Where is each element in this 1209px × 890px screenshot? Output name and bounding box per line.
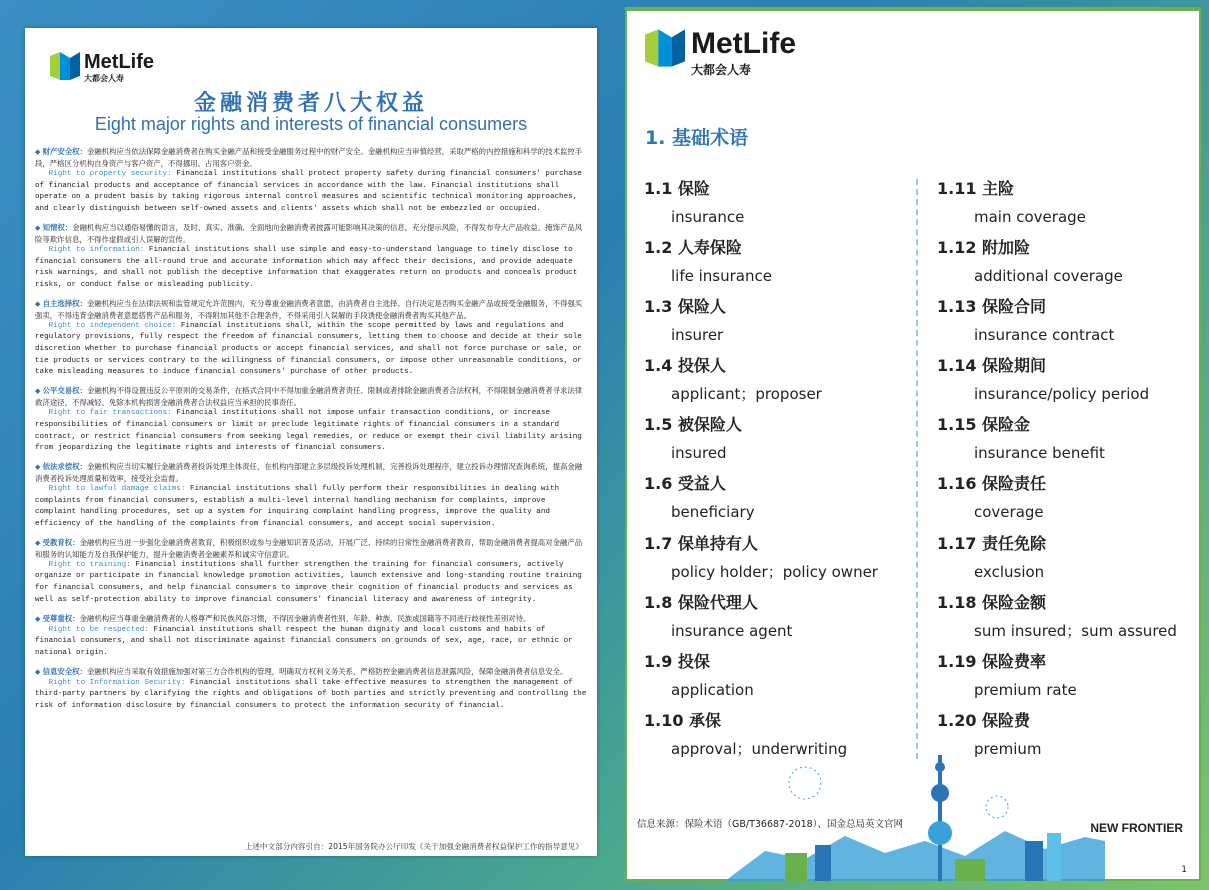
right-text-cn: 金融机构应当尊重金融消费者的人格尊严和民族风俗习惯，不得因金融消费者性别、年龄、种族、民族或国籍等不同进行歧视性差别对待。 [79, 613, 531, 623]
diamond-bullet-icon: ◆ [35, 667, 43, 676]
right-text-cn: 金融机构应当在法律法规和监管规定允许范围内，充分尊重金融消费者意愿，由消费者自主选择、自行决定是否购买金融产品或接受金融服务，不得强买强卖，不得违背金融消费者意愿搭售产品和服务，不得附加其他不合理条件，不得采用引人误解的手段诱使金融消费者购买其他产品。 [35, 298, 583, 320]
right-en-paragraph [35, 625, 587, 660]
logo-name: MetLife [691, 27, 796, 60]
right-text-en: Financial institutions shall further strengthen the training for financial consumers, actively organize or participate in financial knowledge promotion activities, launch extensive and long-standing routine training for financial consumers, and help financial consumers to improve their cognition of financial products and services as well as self-protection ability to improve financial consumers' financial literacy and awareness of integrity. [35, 560, 582, 604]
right-cn-paragraph [35, 222, 587, 245]
diamond-bullet-icon: ◆ [35, 614, 43, 623]
right-item [35, 537, 587, 607]
right-text-en: Financial institutions shall use simple and easy-to-understand language to timely disclose to financial consumers the all-round true and accurate information which may affect their decisions, and provide adequate risk warnings, and shall not publish the deceptive information that exaggerates return on products and conceals product risks, or conduct false or misleading publicity. [35, 245, 578, 289]
term-en: main coverage [974, 208, 1086, 226]
logo-subtitle: 大都会人寿 [691, 63, 752, 77]
right-text-cn: 金融机构不得设置违反公平原则的交易条件，在格式合同中不得加重金融消费者责任、限制或者排除金融消费者合法权利，不得限制金融消费者寻求法律救济途径，不得减轻、免除本机构损害金融消费者合法权益应当承担的民事责任。 [35, 386, 583, 408]
term-cn: 1.17 责任免除 [937, 533, 1047, 553]
diamond-bullet-icon: ◆ [35, 538, 43, 547]
right-name-en: Right to independent choice: [48, 321, 177, 330]
glossary-term [937, 591, 1199, 650]
metlife-logo [645, 29, 796, 78]
glossary-page [625, 7, 1201, 881]
diamond-bullet-icon: ◆ [35, 462, 43, 471]
right-cn-paragraph [35, 537, 587, 560]
term-cn: 1.18 保险金额 [937, 592, 1047, 612]
term-en: beneficiary [671, 503, 755, 522]
term-cn: 1.16 保险责任 [937, 474, 1047, 494]
right-en-paragraph [35, 484, 587, 531]
term-cn: 1.8 保险代理人 [644, 592, 758, 612]
term-en: sum insured；sum assured [974, 621, 1177, 640]
right-en-paragraph [35, 560, 587, 607]
metlife-logo-icon [645, 29, 685, 67]
right-text-cn: 金融机构应当依法保障金融消费者在购买金融产品和接受金融服务过程中的财产安全。金融机构应当审慎经营，采取严格的内控措施和科学的技术监控手段，严格区分机构自身资产与客户资产，不得挪用、占用客户资金。 [35, 147, 583, 168]
right-text-cn: 金融机构应当以通俗易懂的语言，及时、真实、准确、全面地向金融消费者披露可能影响其决策的信息，充分提示风险，不得发布夸大产品收益、掩饰产品风险等欺诈信息，不得作虚假或引人误解的宣传。 [35, 222, 583, 244]
column-divider [916, 179, 918, 759]
glossary-term [937, 177, 1199, 236]
right-en-paragraph [35, 245, 587, 292]
right-text-en: Financial institutions shall take effective measures to strengthen the management of third-party partners by clarifying the rights and obligations of both parties and strictly preventing and controlling the risk of information disclosure by financial consumers to protect the information security of financial. [35, 678, 587, 711]
term-cn: 1.20 保险费 [937, 710, 1031, 730]
right-name-cn: 公平交易权： [42, 386, 87, 396]
term-en: insured [671, 444, 727, 463]
right-name-cn: 依法求偿权： [42, 461, 87, 471]
glossary-term [644, 532, 904, 591]
page-number: 1 [1181, 865, 1187, 875]
logo-name: MetLife [84, 51, 154, 73]
term-en: applicant；proposer [671, 385, 822, 404]
right-name-en: Right to training: [48, 560, 131, 569]
term-cn: 1.12 附加险 [937, 238, 1031, 258]
term-en: insurance [671, 208, 745, 226]
right-name-cn: 受尊重权： [42, 613, 80, 623]
glossary-term [644, 472, 904, 531]
right-item [35, 666, 587, 713]
right-text-cn: 金融机构应当进一步强化金融消费者教育，积极组织或参与金融知识普及活动，开展广泛、持续的日常性金融消费者教育，帮助金融消费者提高对金融产品和服务的认知能力及自我保护能力，提升金融消费者金融素养和诚实守信意识。 [35, 537, 583, 559]
right-cn-paragraph [35, 385, 587, 408]
right-item [35, 298, 587, 380]
diamond-bullet-icon: ◆ [35, 223, 43, 232]
term-cn: 1.5 被保险人 [644, 415, 742, 435]
term-cn: 1.6 受益人 [644, 474, 726, 494]
brand-tagline: NEW FRONTIER [1090, 821, 1183, 835]
right-item [35, 146, 587, 216]
term-en: policy holder；policy owner [671, 562, 878, 581]
term-cn: 1.11 主险 [937, 179, 1015, 198]
term-en: approval；underwriting [671, 739, 848, 758]
glossary-term [937, 413, 1199, 472]
right-name-cn: 自主选择权： [42, 298, 87, 308]
terms-column-left [644, 177, 904, 768]
right-name-cn: 财产安全权： [42, 147, 87, 156]
term-cn: 1.15 保险金 [937, 415, 1031, 435]
right-text-en: Financial institutions shall fully perform their responsibilities in dealing with complaints from financial consumers, establish a multi-level internal handling mechanism for complaints, improve complaint handling procedures, set up a system for inquiring complaint handling progress, improve the quality and efficiency of the handling of the complaints from financial consumers, and accept social supervision. [35, 484, 560, 529]
glossary-term [937, 532, 1199, 591]
term-cn: 1.7 保单持有人 [644, 533, 758, 553]
right-name-en: Right to information: [48, 245, 145, 254]
glossary-term [644, 591, 904, 650]
glossary-term [644, 650, 904, 709]
glossary-term [937, 354, 1199, 413]
right-name-cn: 受教育权： [42, 537, 80, 547]
diamond-bullet-icon: ◆ [35, 148, 43, 156]
term-cn: 1.19 保险费率 [937, 651, 1047, 671]
metlife-logo-icon [50, 52, 80, 80]
term-en: additional coverage [974, 267, 1123, 286]
term-en: insurance contract [974, 326, 1115, 345]
diamond-bullet-icon: ◆ [35, 299, 43, 308]
right-cn-paragraph [35, 613, 587, 625]
section-title: 1. 基础术语 [645, 127, 749, 149]
term-en: insurer [671, 326, 724, 345]
term-cn: 1.1 保险 [644, 179, 710, 198]
term-cn: 1.4 投保人 [644, 356, 726, 376]
right-text-en: Financial institutions shall respect the human dignity and local customs and habits of financial consumers, and shall not discriminate against financial consumers on grounds of sex, age, race, or ethnic or national origin. [35, 625, 573, 657]
term-en: insurance agent [671, 621, 793, 640]
right-name-en: Right to lawful damage claims: [48, 484, 186, 493]
glossary-term [937, 236, 1199, 295]
right-text-en: Financial institutions shall not impose unfair transaction conditions, or increase responsibilities of financial consumers or limit or preclude legitimate rights of financial consumers in a standard contract, or restrict financial consumers from seeking legal remedies, or reduce or exempt their civil liability arising from jeopardizing the legitimate rights and interests of financial consumers. [35, 409, 582, 453]
glossary-term [644, 236, 904, 295]
document-footer-citation: 上述中文部分内容引自：2015年国务院办公厅印发《关于加强金融消费者权益保护工作的指导意见》 [244, 842, 583, 851]
right-item [35, 461, 587, 531]
document-title-en: Eight major rights and interests of financial consumers [94, 114, 528, 134]
glossary-term [937, 472, 1199, 531]
right-cn-paragraph [35, 461, 587, 484]
right-en-paragraph [35, 321, 587, 380]
term-en: premium rate [974, 680, 1077, 699]
term-en: application [671, 680, 754, 699]
right-name-cn: 信息安全权： [42, 666, 87, 676]
right-text-en: Financial institutions shall, within the scope permitted by laws and regulations and regulatory provisions, fully respect the freedom of financial consumers, letting them to choose and decide at their sole discretion whether to purchase financial products or accept financial services, and shall not force purchase or sale, or tie products or services contrary to the willingness of financial consumers, or impose other unreasonable conditions, or take misleading measures to induce financial consumers' purchase of other products. [35, 321, 582, 377]
right-en-paragraph [35, 678, 587, 713]
diamond-bullet-icon: ◆ [35, 387, 43, 396]
source-note: 信息来源：保险术语（GB/T36687-2018）、国金总局英文官网 [637, 819, 903, 830]
glossary-term [644, 413, 904, 472]
term-en: premium [974, 739, 1042, 758]
term-cn: 1.3 保险人 [644, 297, 726, 317]
city-skyline-illustration [725, 741, 1105, 881]
right-cn-paragraph [35, 298, 587, 321]
logo-subtitle: 大都会人寿 [84, 74, 124, 83]
right-item [35, 613, 587, 660]
right-name-en: Right to Information Security: [48, 678, 186, 687]
glossary-term [644, 295, 904, 354]
right-name-en: Right to be respected: [48, 625, 149, 634]
rights-document-page [25, 28, 597, 856]
right-item [35, 385, 587, 455]
term-cn: 1.2 人寿保险 [644, 238, 742, 258]
term-cn: 1.14 保险期间 [937, 356, 1047, 376]
terms-column-right [937, 177, 1199, 768]
term-en: life insurance [671, 267, 772, 286]
right-name-en: Right to property security: [48, 170, 172, 178]
term-en: insurance/policy period [974, 385, 1150, 404]
right-text-cn: 金融机构应当切实履行金融消费者投诉处理主体责任，在机构内部建立多层级投诉处理机制，完善投诉处理程序，建立投诉办理情况查询系统，提高金融消费者投诉处理质量和效率，接受社会监督。 [35, 461, 583, 483]
right-item [35, 222, 587, 292]
glossary-term [644, 177, 904, 236]
right-cn-paragraph [35, 146, 587, 169]
document-title-cn: 金融消费者八大权益 [193, 91, 428, 116]
term-en: insurance benefit [974, 444, 1105, 463]
glossary-term [644, 354, 904, 413]
term-cn: 1.9 投保 [644, 651, 710, 671]
metlife-logo [50, 52, 154, 84]
rights-list [35, 146, 587, 719]
term-en: exclusion [974, 562, 1045, 581]
glossary-term [937, 295, 1199, 354]
right-cn-paragraph [35, 666, 587, 678]
right-name-en: Right to fair transactions: [48, 409, 172, 418]
term-cn: 1.10 承保 [644, 710, 722, 730]
right-text-en: Financial institutions shall protect property safety during financial consumers' purchase of financial products and acceptance of financial services in accordance with the law. Financial institutions shall operate on a prudent basis by taking rigorous internal control measures and scientific technical monitoring approaches, and clearly distinguish between self-owned assets and clients' assets which shall not be embezzled or occupied. [35, 170, 582, 214]
term-cn: 1.13 保险合同 [937, 297, 1047, 317]
right-name-cn: 知情权： [42, 222, 73, 232]
term-en: coverage [974, 503, 1044, 522]
right-text-cn: 金融机构应当采取有效措施加强对第三方合作机构的管理，明确双方权利义务关系，严格防控金融消费者信息泄露风险，保障金融消费者信息安全。 [86, 666, 568, 676]
right-en-paragraph [35, 408, 587, 455]
glossary-term [937, 650, 1199, 709]
right-en-paragraph [35, 169, 587, 216]
